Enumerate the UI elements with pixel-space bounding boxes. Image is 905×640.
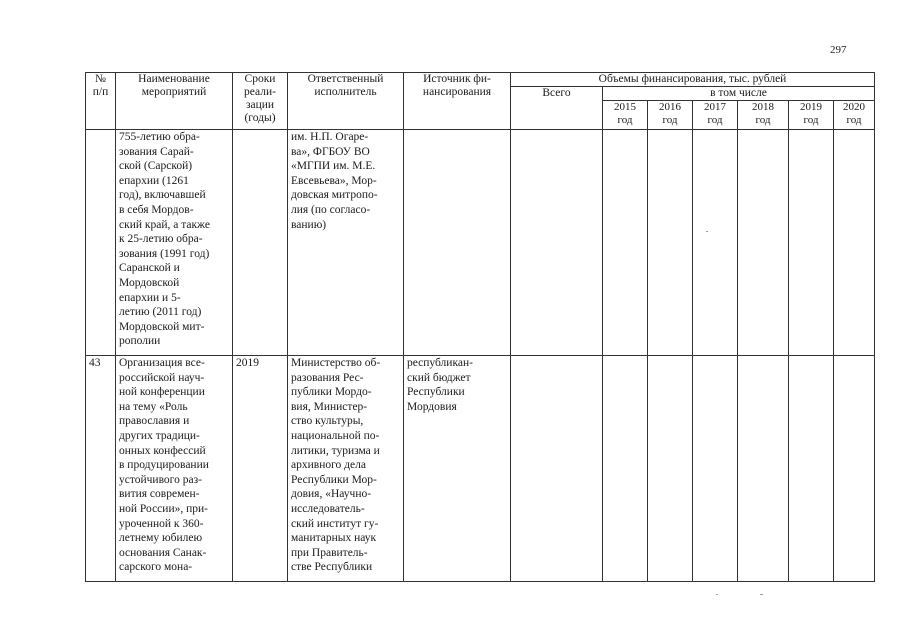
header-year-2019: 2019 год xyxy=(789,101,834,130)
row-executor: Министерство об- разования Рес- публики Мордо- вия, Министер- ство культуры, национальной по- литики, туризма и архивного дела Республики Мор- довия, «Научно- исследователь- ский институт гу- манитарных наук при Правитель- стве Республики xyxy=(288,356,404,582)
table-row xyxy=(86,130,875,356)
row-name: 755-летию обра- зования Сарай- ской (Сарской) епархии (1261 год), включавшей в себя Мордов- ский край, а также к 25-летию обра- зования (1991 год) Саранской и Мордовской епархии и 5- летию (2011 год) Мордовской мит- рополии xyxy=(116,130,233,356)
page-number: 297 xyxy=(830,44,847,56)
row-terms xyxy=(233,130,288,356)
row-2016 xyxy=(648,130,693,356)
header-year-2018: 2018 год xyxy=(738,101,789,130)
row-2020 xyxy=(834,356,875,582)
header-year-2016: 2016 год xyxy=(648,101,693,130)
header-year-2015: 2015 год xyxy=(603,101,648,130)
row-num xyxy=(86,130,116,356)
header-year-2020: 2020 год xyxy=(834,101,875,130)
header-source: Источник фи- нансирования xyxy=(404,73,511,130)
scan-speck xyxy=(716,594,718,595)
header-name: Наименование мероприятий xyxy=(116,73,233,130)
row-terms: 2019 xyxy=(233,356,288,582)
row-2017 xyxy=(693,130,738,356)
row-name: Организация все- российской науч- ной конференции на тему «Роль православия и других традици- онных конфессий в продуцировании устойчивого раз- вития современ- ной России», при- уроченной к 360- летнему юбилею основания Санак- сарского мона- xyxy=(116,356,233,582)
table-row xyxy=(86,356,875,582)
row-2015 xyxy=(603,356,648,582)
row-source xyxy=(404,130,511,356)
row-2015 xyxy=(603,130,648,356)
scan-speck xyxy=(760,594,763,595)
scan-speck xyxy=(706,231,708,232)
row-2018 xyxy=(738,356,789,582)
financing-table xyxy=(85,72,875,582)
row-2019 xyxy=(789,356,834,582)
row-total xyxy=(511,356,603,582)
row-executor: им. Н.П. Огаре- ва», ФГБОУ ВО «МГПИ им. М.Е. Евсевьева», Мор- довская митропо- лия (по согласо- ванию) xyxy=(288,130,404,356)
row-source: республикан- ский бюджет Республики Мордовия xyxy=(404,356,511,582)
row-2018 xyxy=(738,130,789,356)
header-num: № п/п xyxy=(86,73,116,130)
row-2017 xyxy=(693,356,738,582)
row-2016 xyxy=(648,356,693,582)
header-row-1 xyxy=(86,73,875,87)
row-2019 xyxy=(789,130,834,356)
header-terms: Сроки реали- зации (годы) xyxy=(233,73,288,130)
header-executor: Ответственный исполнитель xyxy=(288,73,404,130)
row-2020 xyxy=(834,130,875,356)
row-total xyxy=(511,130,603,356)
row-num: 43 xyxy=(86,356,116,582)
header-total: Всего xyxy=(511,87,603,130)
header-including: в том числе xyxy=(603,87,875,101)
header-year-2017: 2017 год xyxy=(693,101,738,130)
header-volumes: Объемы финансирования, тыс. рублей xyxy=(511,73,875,87)
